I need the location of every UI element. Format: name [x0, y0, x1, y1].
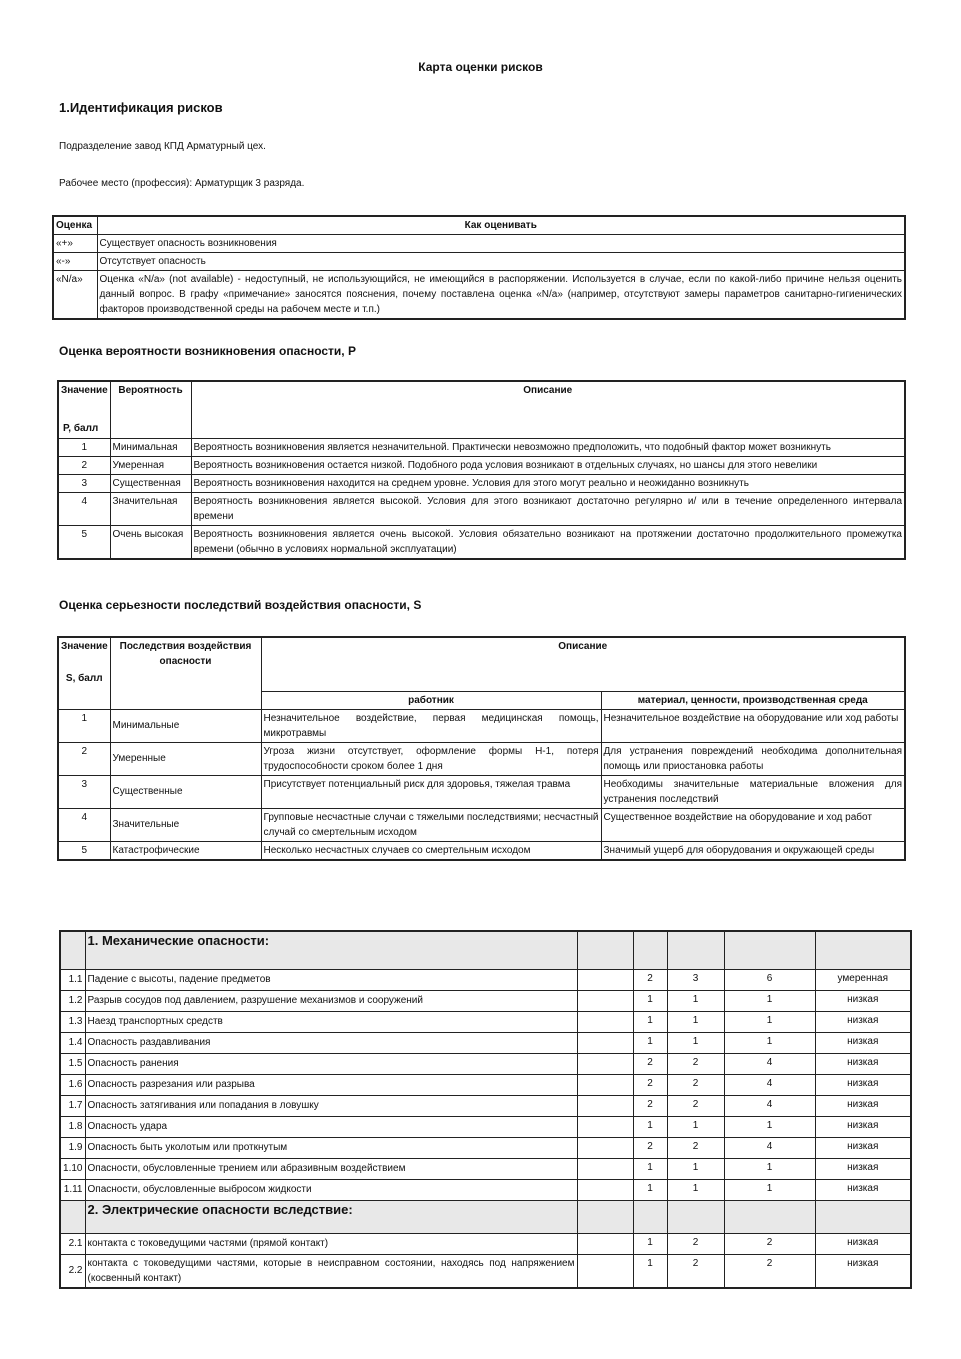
hazard-number: 1.11 [60, 1179, 85, 1200]
hazard-empty [577, 1095, 633, 1116]
hazard-name: Опасности, обусловленные выбросом жидкости [85, 1179, 577, 1200]
prob-level: Значительная [110, 492, 191, 525]
hazard-risk-score: 1 [724, 1116, 815, 1137]
severity-heading: Оценка серьезности последствий воздействия опасности, S [59, 598, 422, 612]
hazard-probability: 1 [633, 1158, 667, 1179]
table-row [60, 1158, 911, 1179]
hazard-probability: 2 [633, 1074, 667, 1095]
hazard-severity: 3 [667, 969, 724, 990]
probability-table [57, 380, 906, 560]
sev-material: Значимый ущерб для оборудования и окружающей среды [601, 841, 905, 860]
table-row [60, 1011, 911, 1032]
hazard-severity: 2 [667, 1053, 724, 1074]
hazard-empty [577, 1137, 633, 1158]
workplace-line: Рабочее место (профессия): Арматурщик 3 разряда. [59, 178, 305, 189]
hazard-empty [577, 1074, 633, 1095]
hazard-number: 1.5 [60, 1053, 85, 1074]
table-row [60, 1032, 911, 1053]
hazard-probability: 1 [633, 1032, 667, 1053]
hazard-risk-score: 2 [724, 1254, 815, 1288]
hazard-severity: 1 [667, 1158, 724, 1179]
severity-table [57, 636, 906, 861]
hazard-risk-score: 2 [724, 1233, 815, 1254]
hazards-table [59, 930, 912, 1289]
hazard-empty [577, 1233, 633, 1254]
hazard-risk-score: 4 [724, 1053, 815, 1074]
table-row [58, 775, 905, 808]
hazard-number: 1.6 [60, 1074, 85, 1095]
hazard-probability: 1 [633, 1116, 667, 1137]
hazard-risk-level: низкая [815, 1254, 911, 1288]
legend-text: Отсутствует опасность [97, 253, 905, 271]
table-row [58, 456, 905, 474]
division-line: Подразделение завод КПД Арматурный цех. [59, 141, 266, 152]
hazard-probability: 1 [633, 1179, 667, 1200]
hazard-number: 1.2 [60, 990, 85, 1011]
sev-value: 5 [58, 841, 110, 860]
page-title: Карта оценки рисков [418, 60, 543, 74]
table-row [60, 1254, 911, 1288]
hazard-risk-score: 4 [724, 1095, 815, 1116]
hazard-risk-level: умеренная [815, 969, 911, 990]
hazard-name: контакта с токоведущими частями, которые в неисправном состоянии, находясь под напряжением (косвенный контакт) [85, 1254, 577, 1288]
hazard-risk-level: низкая [815, 1116, 911, 1137]
hazard-risk-level: низкая [815, 1053, 911, 1074]
prob-value: 1 [58, 438, 110, 456]
hazard-name: Опасность ранения [85, 1053, 577, 1074]
table-row [58, 525, 905, 559]
hazard-risk-score: 1 [724, 1158, 815, 1179]
hazard-risk-score: 4 [724, 1074, 815, 1095]
legend-text: Оценка «N/a» (not available) - недоступный, не использующийся, не имеющийся в распоряжении. Используется в случае, если по какой-либо причине нельзя оценить данный вопрос. В графу «примечание» заносятся пояснения, почему поставлена оценка «N/a» (например, отсутствуют замеры параметров санитарно-гигиенических факторов производственной среды на рабочем месте и т.п.) [97, 271, 905, 320]
hazard-name: Разрыв сосудов под давлением, разрушение механизмов и сооружений [85, 990, 577, 1011]
prob-header-level: Вероятность [110, 381, 191, 438]
hazard-probability: 1 [633, 1233, 667, 1254]
hazard-risk-score: 4 [724, 1137, 815, 1158]
sev-header-value [58, 637, 110, 709]
hazard-number: 1.9 [60, 1137, 85, 1158]
hazard-probability: 2 [633, 1095, 667, 1116]
hazard-name: Опасность быть уколотым или проткнутым [85, 1137, 577, 1158]
hazard-number: 1.4 [60, 1032, 85, 1053]
table-row [58, 474, 905, 492]
sev-material: Незначительное воздействие на оборудование или ход работы [601, 709, 905, 742]
hazard-number: 1.8 [60, 1116, 85, 1137]
sev-consequence: Значительные [110, 808, 261, 841]
hazard-name: Опасность раздавливания [85, 1032, 577, 1053]
hazard-severity: 1 [667, 990, 724, 1011]
hazard-empty [577, 990, 633, 1011]
hazard-number: 1.7 [60, 1095, 85, 1116]
sev-consequence: Минимальные [110, 709, 261, 742]
hazard-severity: 2 [667, 1095, 724, 1116]
sev-worker: Угроза жизни отсутствует, оформление формы Н-1, потеря трудоспособности сроком более 1 дня [261, 742, 601, 775]
prob-value: 3 [58, 474, 110, 492]
table-row [60, 1095, 911, 1116]
hazard-name: Опасности, обусловленные трением или абразивным воздействием [85, 1158, 577, 1179]
hazard-name: Опасность разрезания или разрыва [85, 1074, 577, 1095]
hazard-probability: 2 [633, 1137, 667, 1158]
sev-material: Существенное воздействие на оборудование и ход работ [601, 808, 905, 841]
sev-header-consequence: Последствия воздействия опасности [110, 637, 261, 709]
probability-heading: Оценка вероятности возникновения опасности, Р [59, 344, 356, 358]
sev-value: 3 [58, 775, 110, 808]
prob-level: Умеренная [110, 456, 191, 474]
hazard-empty [577, 1254, 633, 1288]
sev-consequence: Существенные [110, 775, 261, 808]
table-row [60, 1074, 911, 1095]
legend-header-mark: Оценка [53, 216, 97, 235]
hazard-name: Опасность затягивания или попадания в ловушку [85, 1095, 577, 1116]
hazard-probability: 1 [633, 1254, 667, 1288]
hazard-name: Опасность удара [85, 1116, 577, 1137]
prob-desc: Вероятность возникновения остается низкой. Подобного рода условия возникают в отдельных случаях, но шансы для этого невелики [191, 456, 905, 474]
prob-desc: Вероятность возникновения является незначительной. Практически невозможно предположить, что подобный фактор может возникнуть [191, 438, 905, 456]
prob-desc: Вероятность возникновения находится на среднем уровне. Условия для этого могут реально и неожиданно возникнуть [191, 474, 905, 492]
hazard-name: контакта с токоведущими частями (прямой контакт) [85, 1233, 577, 1254]
hazard-risk-level: низкая [815, 1137, 911, 1158]
hazard-risk-score: 6 [724, 969, 815, 990]
hazard-name: Падение с высоты, падение предметов [85, 969, 577, 990]
hazard-empty [577, 1158, 633, 1179]
sev-consequence: Катастрофические [110, 841, 261, 860]
hazard-risk-level: низкая [815, 1233, 911, 1254]
hazard-name: Наезд транспортных средств [85, 1011, 577, 1032]
hazard-risk-score: 1 [724, 1011, 815, 1032]
legend-mark: «N/a» [53, 271, 97, 320]
table-row [58, 709, 905, 742]
hazard-probability: 2 [633, 969, 667, 990]
prob-value: 4 [58, 492, 110, 525]
hazard-risk-level: низкая [815, 1074, 911, 1095]
hazard-number: 2.1 [60, 1233, 85, 1254]
hazard-severity: 2 [667, 1254, 724, 1288]
hazard-number: 1.3 [60, 1011, 85, 1032]
hazard-empty [577, 1179, 633, 1200]
hazard-severity: 1 [667, 1011, 724, 1032]
table-row [60, 990, 911, 1011]
table-row [58, 841, 905, 860]
prob-header-value-line2: Р, балл [63, 422, 99, 434]
sev-header-value-line2: S, балл [65, 673, 103, 684]
table-row [60, 1137, 911, 1158]
sev-material: Для устранения повреждений необходима дополнительная помощь или приостановка работы [601, 742, 905, 775]
hazard-risk-level: низкая [815, 990, 911, 1011]
prob-desc: Вероятность возникновения является очень высокой. Условия обязательно возникают на протяжении достаточно продолжительного промежутка времени (обычно в условиях нормальной эксплуатации) [191, 525, 905, 559]
table-row [58, 742, 905, 775]
hazard-probability: 1 [633, 1011, 667, 1032]
hazard-risk-level: низкая [815, 1011, 911, 1032]
hazard-risk-level: низкая [815, 1032, 911, 1053]
table-row [58, 438, 905, 456]
hazard-empty [577, 1053, 633, 1074]
hazard-empty [577, 969, 633, 990]
prob-header-value-line1: Значение [61, 385, 108, 396]
hazard-severity: 1 [667, 1032, 724, 1053]
section-electrical: 2. Электрические опасности вследствие: [85, 1200, 577, 1233]
legend-row [53, 253, 905, 271]
hazard-risk-score: 1 [724, 1179, 815, 1200]
table-row [60, 1179, 911, 1200]
hazard-probability: 2 [633, 1053, 667, 1074]
prob-desc: Вероятность возникновения является высокой. Условия для этого возникают достаточно регулярно и/ или в течение определенного интервала времени [191, 492, 905, 525]
section-identification-heading: 1.Идентификация рисков [59, 100, 223, 115]
hazard-risk-level: низкая [815, 1095, 911, 1116]
hazard-severity: 1 [667, 1116, 724, 1137]
legend-mark: «-» [53, 253, 97, 271]
hazard-severity: 2 [667, 1137, 724, 1158]
legend-row [53, 235, 905, 253]
table-row [60, 969, 911, 990]
legend-table [52, 215, 906, 320]
sev-header-desc: Описание [261, 637, 905, 691]
legend-row [53, 271, 905, 320]
table-row [60, 1116, 911, 1137]
hazard-number: 1.10 [60, 1158, 85, 1179]
sev-worker: Незначительное воздействие, первая медицинская помощь, микротравмы [261, 709, 601, 742]
legend-mark: «+» [53, 235, 97, 253]
hazard-empty [577, 1032, 633, 1053]
hazard-number: 2.2 [60, 1254, 85, 1288]
legend-header-how: Как оценивать [97, 216, 905, 235]
sev-material: Необходимы значительные материальные вложения для устранения последствий [601, 775, 905, 808]
hazard-empty [577, 1011, 633, 1032]
prob-level: Очень высокая [110, 525, 191, 559]
hazard-risk-level: низкая [815, 1158, 911, 1179]
table-row [60, 1053, 911, 1074]
hazard-severity: 2 [667, 1074, 724, 1095]
legend-text: Существует опасность возникновения [97, 235, 905, 253]
sev-value: 4 [58, 808, 110, 841]
sev-value: 2 [58, 742, 110, 775]
sev-header-value-line1: Значение [61, 641, 108, 652]
sev-worker: Групповые несчастные случаи с тяжелыми последствиями; несчастный случай со смертельным исходом [261, 808, 601, 841]
sev-header-worker: работник [261, 691, 601, 709]
sev-worker: Несколько несчастных случаев со смертельным исходом [261, 841, 601, 860]
prob-header-value [58, 381, 110, 438]
table-row [58, 808, 905, 841]
prob-value: 5 [58, 525, 110, 559]
sev-consequence: Умеренные [110, 742, 261, 775]
sev-worker: Присутствует потенциальный риск для здоровья, тяжелая травма [261, 775, 601, 808]
hazard-risk-score: 1 [724, 990, 815, 1011]
prob-value: 2 [58, 456, 110, 474]
hazard-probability: 1 [633, 990, 667, 1011]
prob-level: Существенная [110, 474, 191, 492]
hazard-risk-score: 1 [724, 1032, 815, 1053]
sev-value: 1 [58, 709, 110, 742]
hazard-severity: 1 [667, 1179, 724, 1200]
table-row [60, 1233, 911, 1254]
hazard-number: 1.1 [60, 969, 85, 990]
table-row [58, 492, 905, 525]
hazard-severity: 2 [667, 1233, 724, 1254]
prob-level: Минимальная [110, 438, 191, 456]
sev-header-material: материал, ценности, производственная среда [601, 691, 905, 709]
section-mechanical: 1. Механические опасности: [85, 931, 577, 969]
hazard-empty [577, 1116, 633, 1137]
prob-header-desc: Описание [191, 381, 905, 438]
hazard-risk-level: низкая [815, 1179, 911, 1200]
